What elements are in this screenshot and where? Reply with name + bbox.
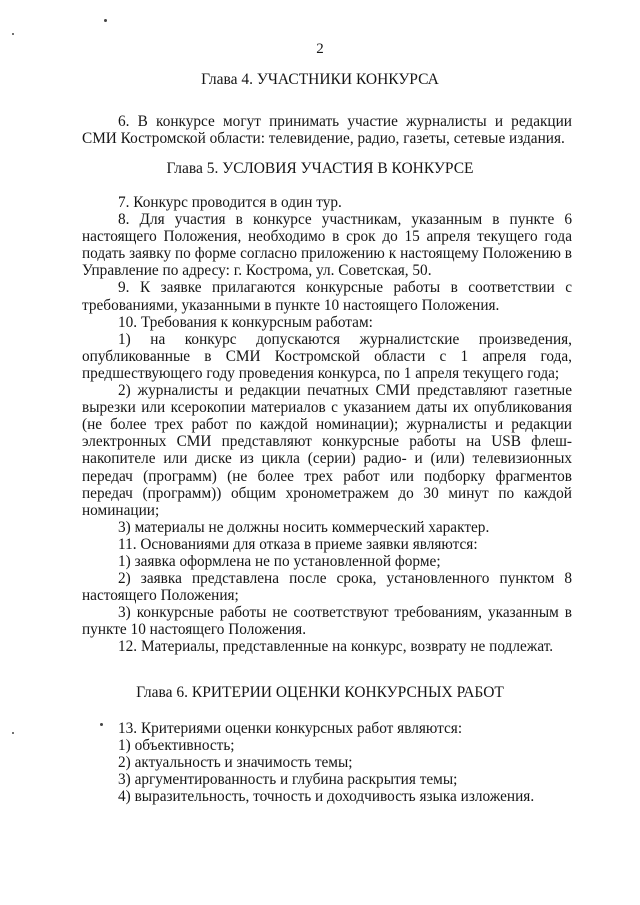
paragraph-line: 6. В конкурсе могут принимать участие журналисты и редакции [118,113,572,130]
scan-speck [12,33,14,35]
paragraph-line: 2) актуальность и значимость темы; [118,754,353,772]
paragraph-line: электронных СМИ представляют конкурсные работы на USB флеш- [82,433,572,451]
paragraph-line: 10. Требования к конкурсным работам: [118,313,373,331]
paragraph-line: 1) на конкурс допускаются журналистские произведения, [118,330,572,348]
paragraph-line: 2) заявка представлена после срока, установленного пунктом 8 [118,570,572,588]
chapter-5-body [82,194,572,656]
paragraph-line: предшествующего году проведения конкурса, по 1 апреля текущего года; [82,364,560,382]
paragraph-line: настоящего Положения; [82,587,239,605]
paragraph-line: передач (программ)) общим хронометражем до 30 минут по каждой [82,484,572,502]
paragraph-line: настоящего Положения, необходимо в срок до 15 апреля текущего года [82,228,572,246]
paragraph-line: (не более трех работ по каждой номинации); журналисты и редакции [82,416,572,434]
chapter-4-body [82,113,572,147]
paragraph-line: номинации; [82,501,160,519]
paragraph-line: 12. Материалы, представленные на конкурс, возврату не подлежат. [118,638,554,656]
paragraph-line: Управление по адресу: г. Кострома, ул. Советская, 50. [82,262,432,280]
paragraph-line: 1) заявка оформлена не по установленной форме; [118,552,441,570]
paragraph-line: 9. К заявке прилагаются конкурсные работы в соответствии с [118,279,572,297]
paragraph-line: 3) материалы не должны носить коммерческий характер. [118,518,490,536]
paragraph-line: 3) аргументированность и глубина раскрытия темы; [118,771,458,789]
paragraph-line: пункте 10 настоящего Положения. [82,621,307,639]
paragraph-line: 3) конкурсные работы не соответствуют требованиям, указанным в [118,604,572,622]
paragraph-line: 1) объективность; [118,737,235,755]
scan-speck [104,19,107,22]
paragraph-line: накопителе или диске из цикла (серии) радио- и (или) телевизионных [82,450,572,468]
paragraph-line: 13. Критериями оценки конкурсных работ являются: [118,720,463,737]
chapter-6-body [82,720,572,805]
scan-speck [12,732,14,734]
paragraph-line: опубликованные в СМИ Костромской области с 1 апреля года, [82,347,572,365]
paragraph-line: требованиями, указанными в пункте 10 настоящего Положения. [82,296,500,314]
paragraph-line: 2) журналисты и редакции печатных СМИ представляют газетные [118,382,572,400]
paragraph-line: 4) выразительность, точность и доходчивость языка изложения. [118,788,535,806]
paragraph-line: 8. Для участия в конкурсе участникам, указанным в пункте 6 [118,211,572,229]
paragraph-line: 7. Конкурс проводится в один тур. [118,194,342,211]
chapter-5-title: Глава 5. УСЛОВИЯ УЧАСТИЯ В КОНКУРСЕ [166,160,474,177]
chapter-4-title: Глава 4. УЧАСТНИКИ КОНКУРСА [201,71,439,88]
page-number: 2 [316,41,324,57]
paragraph-line: 11. Основаниями для отказа в приеме заявки являются: [118,535,478,553]
paragraph-line: вырезки или ксерокопии материалов с указанием даты их опубликования [82,399,572,417]
paragraph-line: СМИ Костромской области: телевидение, радио, газеты, сетевые издания. [82,130,565,148]
paragraph-line: передач (программ) (не более трех работ или подборку фрагментов [82,467,572,485]
chapter-6-title: Глава 6. КРИТЕРИИ ОЦЕНКИ КОНКУРСНЫХ РАБОТ [136,684,504,701]
paragraph-line: подать заявку по форме согласно приложению к настоящему Положению в [82,245,572,263]
